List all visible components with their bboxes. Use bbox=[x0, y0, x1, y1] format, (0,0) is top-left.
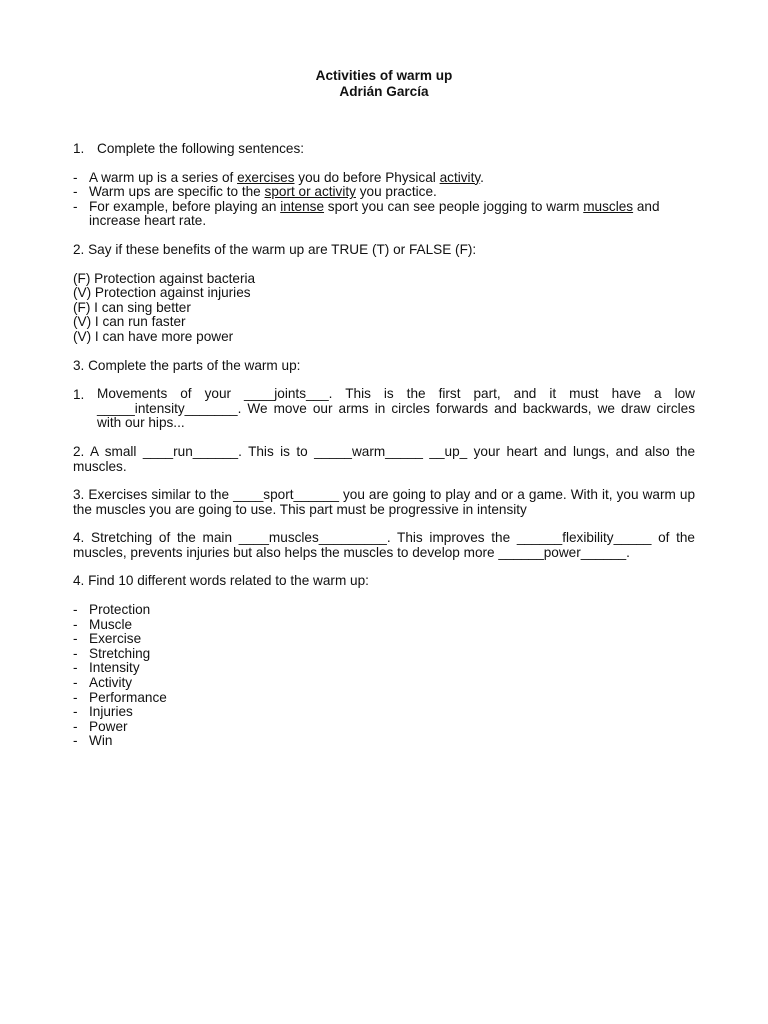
q4-word bbox=[73, 618, 695, 633]
dash-marker: - bbox=[73, 645, 78, 661]
q3-heading: 3. Complete the parts of the warm up: bbox=[73, 357, 301, 373]
q4-word bbox=[73, 647, 695, 662]
q2-heading: 2. Say if these benefits of the warm up are TRUE (T) or FALSE (F): bbox=[73, 241, 477, 257]
q1-heading bbox=[73, 142, 695, 157]
q1-answer: sport or activity bbox=[264, 184, 356, 200]
q4-word bbox=[73, 705, 695, 720]
q3-part-1-text: Movements of your ____joints___. This is the first part, and it must have a low _____intensity_______. We move our arms in circles forwards and backwards, we draw circles with our hips... bbox=[97, 386, 695, 431]
document-page bbox=[73, 68, 695, 749]
q1-heading-text: Complete the following sentences: bbox=[97, 141, 305, 156]
q2-item: (F) I can sing better bbox=[73, 299, 191, 315]
q1-list bbox=[73, 171, 695, 229]
q4-word bbox=[73, 720, 695, 735]
q4-heading: 4. Find 10 different words related to the warm up: bbox=[73, 573, 369, 589]
dash-marker: - bbox=[73, 616, 78, 632]
q2-list bbox=[73, 272, 695, 345]
q4-word-text: Exercise bbox=[89, 631, 142, 647]
q4-word bbox=[73, 603, 695, 618]
q4-word-list bbox=[73, 603, 695, 749]
dash-marker: - bbox=[73, 184, 78, 200]
dash-marker: - bbox=[73, 631, 78, 647]
q4-word-text: Protection bbox=[89, 602, 151, 618]
q4-word-text: Performance bbox=[89, 689, 167, 705]
q1-item-text: and increase heart rate. bbox=[89, 198, 660, 229]
q1-answer: activity bbox=[439, 169, 481, 185]
q1-item bbox=[73, 171, 695, 186]
q1-item-text: A warm up is a series of bbox=[89, 169, 238, 185]
dash-marker: - bbox=[73, 718, 78, 734]
q4-word bbox=[73, 734, 695, 749]
q3-part-1 bbox=[73, 387, 695, 431]
q4-word bbox=[73, 632, 695, 647]
q1-item-text: you do before Physical bbox=[294, 169, 440, 185]
q1-answer: intense bbox=[280, 198, 325, 214]
q1-number: 1. bbox=[73, 141, 85, 156]
q1-item-text: For example, before playing an bbox=[89, 198, 281, 214]
q4-word-text: Intensity bbox=[89, 660, 140, 676]
q4-word-text: Stretching bbox=[89, 645, 151, 661]
dash-marker: - bbox=[73, 704, 78, 720]
q1-answer: exercises bbox=[237, 169, 295, 185]
q3-part-2: 2. A small ____run______. This is to _____warm_____ __up_ your heart and lungs, and also the muscles. bbox=[73, 443, 695, 474]
dash-marker: - bbox=[73, 198, 78, 214]
dash-marker: - bbox=[73, 602, 78, 618]
q1-answer: muscles bbox=[583, 198, 634, 214]
q3-part-1-number: 1. bbox=[73, 387, 85, 403]
document-title: Activities of warm up bbox=[315, 68, 453, 83]
q4-word bbox=[73, 691, 695, 706]
q3-part-4: 4. Stretching of the main ____muscles_________. This improves the ______flexibility_____ of the muscles, prevents injuries but also helps the muscles to develop more ______power______. bbox=[73, 530, 695, 560]
dash-marker: - bbox=[73, 169, 78, 185]
q4-word bbox=[73, 676, 695, 691]
q4-word-text: Power bbox=[89, 718, 128, 734]
q1-item bbox=[73, 185, 695, 200]
dash-marker: - bbox=[73, 675, 78, 691]
q1-item-text: you practice. bbox=[355, 184, 437, 200]
document-author: Adrián García bbox=[339, 84, 429, 99]
q4-word bbox=[73, 661, 695, 676]
q4-word-text: Win bbox=[89, 733, 113, 749]
dash-marker: - bbox=[73, 689, 78, 705]
q2-item: (V) I can run faster bbox=[73, 314, 186, 330]
dash-marker: - bbox=[73, 733, 78, 749]
q4-word-text: Activity bbox=[89, 675, 133, 691]
q2-item: (F) Protection against bacteria bbox=[73, 270, 256, 286]
q3-part-3: 3. Exercises similar to the ____sport______ you are going to play and or a game. With it, you warm up the muscles you are going to use. This part must be progressive in intensity bbox=[73, 487, 695, 517]
q1-item bbox=[73, 200, 695, 229]
q1-item-text: . bbox=[480, 169, 484, 185]
q4-word-text: Muscle bbox=[89, 616, 133, 632]
dash-marker: - bbox=[73, 660, 78, 676]
q4-word-text: Injuries bbox=[89, 704, 133, 720]
q2-item: (V) I can have more power bbox=[73, 328, 234, 344]
q1-item-text: sport you can see people jogging to warm bbox=[324, 198, 584, 214]
q1-item-text: Warm ups are specific to the bbox=[89, 184, 265, 200]
q2-item: (V) Protection against injuries bbox=[73, 285, 251, 301]
